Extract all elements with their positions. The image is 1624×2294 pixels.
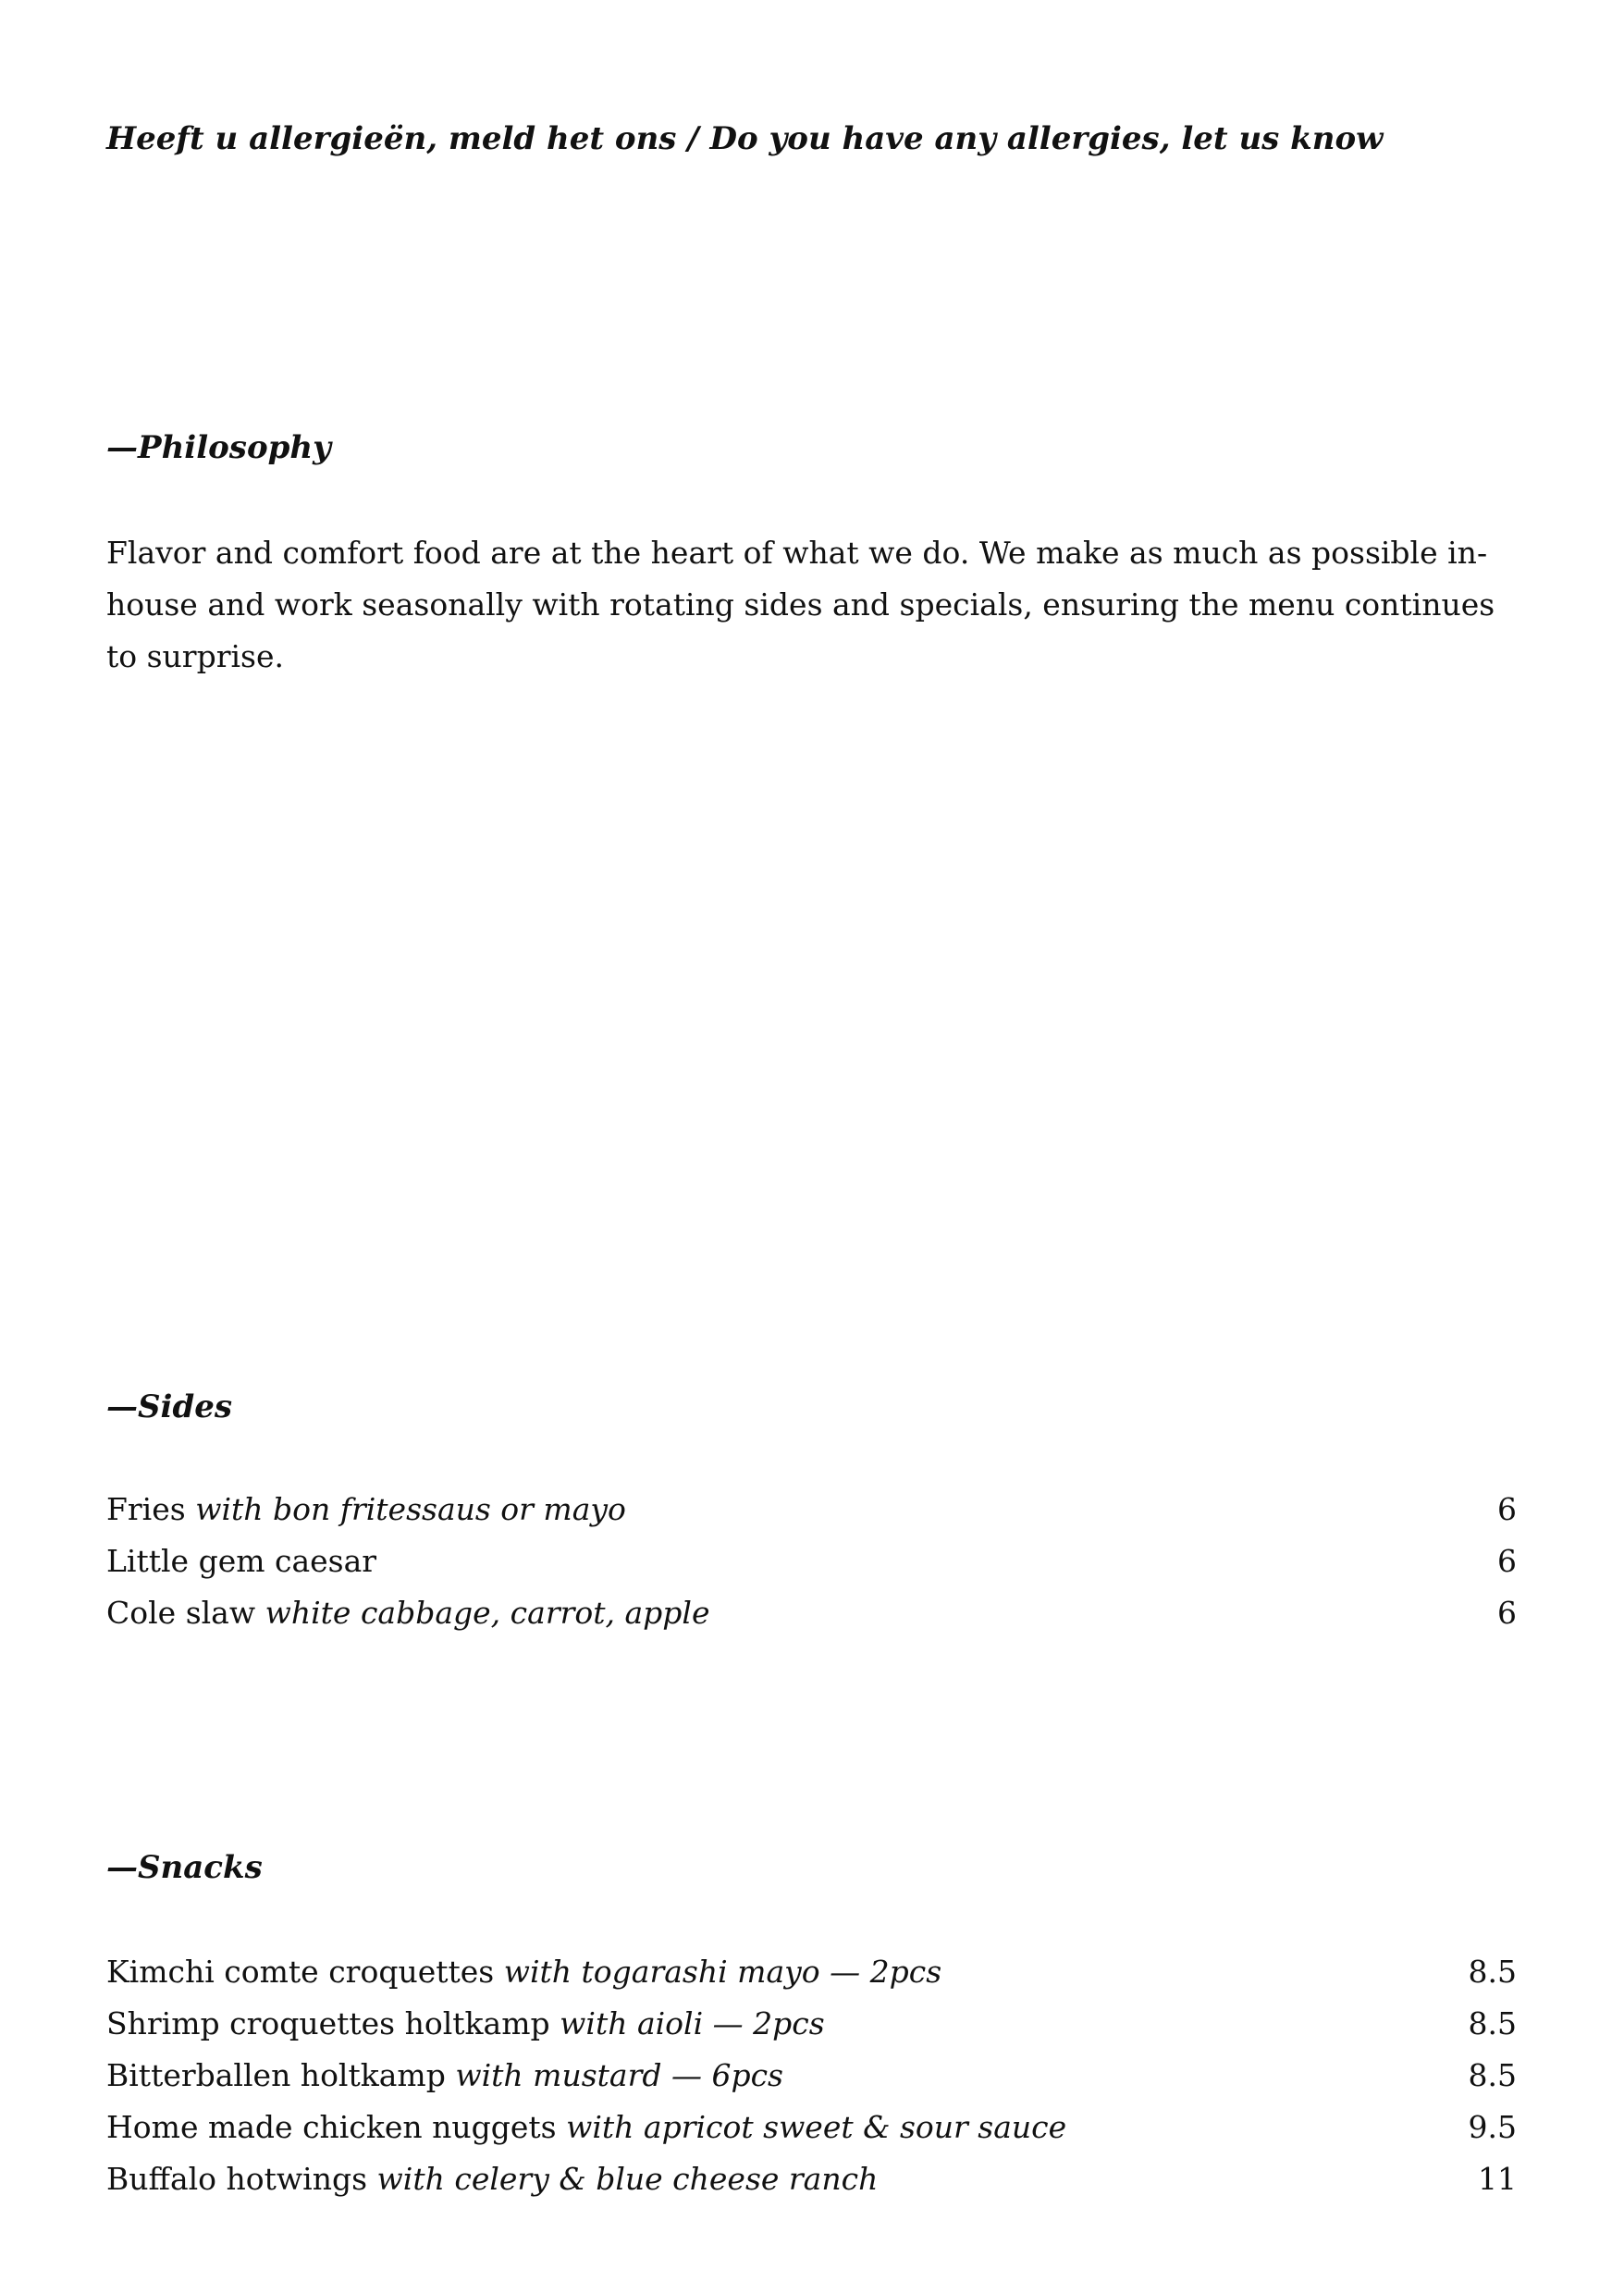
- menu-item-name: Buffalo hotwings: [106, 2161, 368, 2197]
- menu-item-description: with bon fritessaus or mayo: [195, 1491, 626, 1527]
- menu-item-description: with togarashi mayo — 2pcs: [503, 1954, 942, 1990]
- menu-item-name: Home made chicken nuggets: [106, 2109, 557, 2145]
- menu-item-price: 11: [1478, 2161, 1517, 2197]
- menu-item: [106, 1998, 1517, 2050]
- menu-item-name: Kimchi comte croquettes: [106, 1954, 495, 1990]
- menu-item-price: 9.5: [1468, 2109, 1517, 2145]
- menu-item-description: with celery & blue cheese ranch: [376, 2161, 879, 2197]
- allergy-note: Heeft u allergieën, meld het ons / Do you have any allergies, let us know: [106, 120, 1384, 157]
- menu-item-description: with aioli — 2pcs: [560, 2005, 825, 2041]
- menu-item-text: [106, 1484, 626, 1536]
- menu-item-price: 8.5: [1468, 2005, 1517, 2041]
- menu-item-price: 6: [1497, 1491, 1517, 1527]
- menu-item: [106, 1484, 1517, 1536]
- menu-item: [106, 2153, 1517, 2205]
- philosophy-text: Flavor and comfort food are at the heart of what we do. We make as much as possible in-house and work seasonally with rotating sides and specials, ensuring the menu continues to surprise.: [106, 535, 1495, 674]
- menu-item-text: [106, 1536, 376, 1587]
- menu-item-text: [106, 2050, 783, 2102]
- menu-item: [106, 2102, 1517, 2153]
- sides-list: [106, 1484, 1517, 1639]
- menu-item-text: [106, 2102, 1066, 2153]
- menu-item-description: with apricot sweet & sour sauce: [566, 2109, 1067, 2145]
- snacks-list: [106, 1946, 1517, 2205]
- menu-item-price: 6: [1497, 1543, 1517, 1579]
- menu-item: [106, 1587, 1517, 1639]
- menu-item-price: 6: [1497, 1595, 1517, 1631]
- menu-item: [106, 1946, 1517, 1998]
- menu-item-text: [106, 1946, 941, 1998]
- menu-item-name: Cole slaw: [106, 1595, 256, 1631]
- snacks-heading: —Snacks: [106, 1849, 263, 1886]
- sides-heading: —Sides: [106, 1388, 233, 1425]
- menu-item-text: [106, 1587, 709, 1639]
- menu-item-description: with mustard — 6pcs: [455, 2057, 783, 2093]
- menu-item-text: [106, 2153, 878, 2205]
- menu-item: [106, 2050, 1517, 2102]
- menu-item-name: Fries: [106, 1491, 186, 1527]
- menu-item: [106, 1536, 1517, 1587]
- menu-item-text: [106, 1998, 825, 2050]
- menu-item-price: 8.5: [1468, 1954, 1517, 1990]
- menu-item-name: Shrimp croquettes holtkamp: [106, 2005, 550, 2041]
- philosophy-heading: —Philosophy: [106, 429, 331, 466]
- menu-item-description: white cabbage, carrot, apple: [265, 1595, 710, 1631]
- menu-item-name: Little gem caesar: [106, 1543, 377, 1579]
- menu-item-price: 8.5: [1468, 2057, 1517, 2093]
- menu-item-name: Bitterballen holtkamp: [106, 2057, 446, 2093]
